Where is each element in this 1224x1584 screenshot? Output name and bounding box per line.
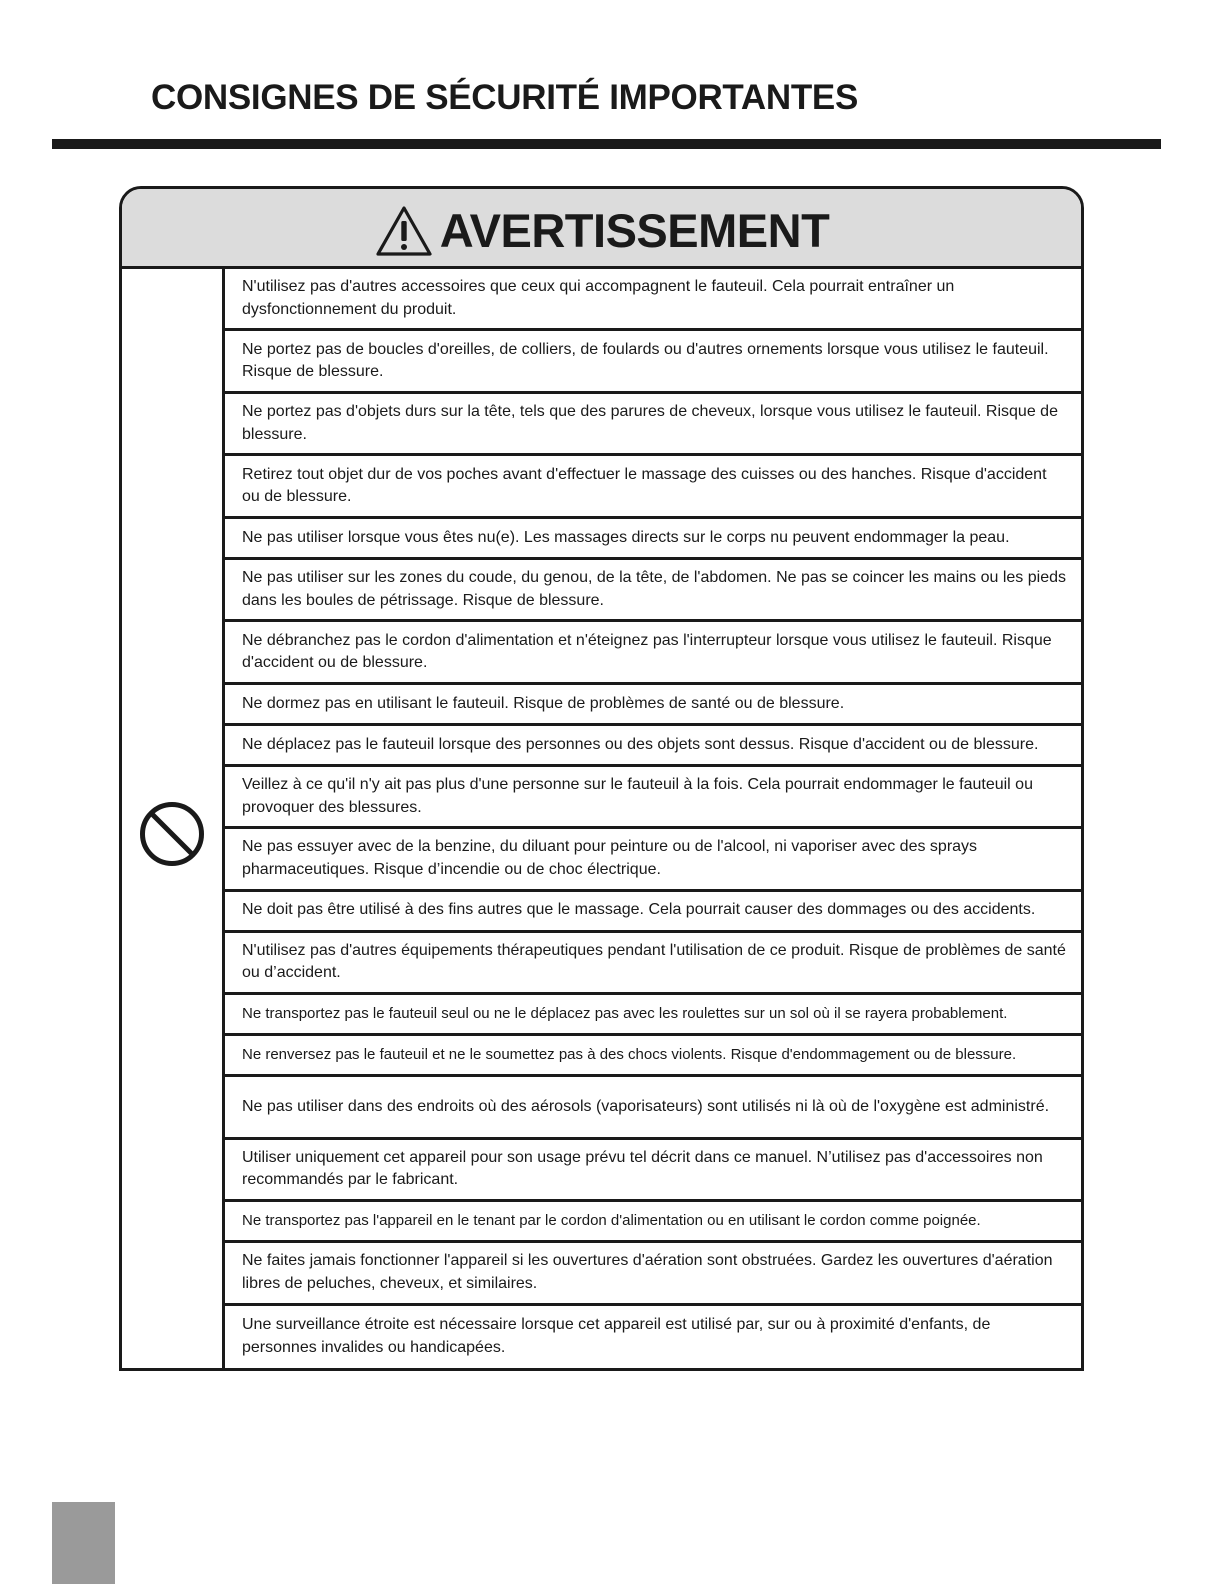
warning-item: Retirez tout objet dur de vos poches avant d'effectuer le massage des cuisses ou des hanches. Risque d'accident ou de blessure. bbox=[225, 456, 1081, 518]
warning-item: Une surveillance étroite est nécessaire lorsque cet appareil est utilisé par, sur ou à proximité d'enfants, de personnes invalides ou handicapées. bbox=[242, 1316, 991, 1356]
symbol-column bbox=[122, 269, 225, 1368]
warning-item: Ne pas utiliser lorsque vous êtes nu(e). Les massages directs sur le corps nu peuvent endommager la peau. bbox=[225, 519, 1081, 560]
warning-item: Ne déplacez pas le fauteuil lorsque des personnes ou des objets sont dessus. Risque d'accident ou de blessure. bbox=[225, 726, 1081, 767]
warning-item: Veillez à ce qu'il n'y ait pas plus d'une personne sur le fauteuil à la fois. Cela pourrait endommager le fauteuil ou provoquer des blessures. bbox=[225, 767, 1081, 829]
warning-item: Ne doit pas être utilisé à des fins autres que le massage. Cela pourrait causer des dommages ou des accidents. bbox=[225, 892, 1081, 933]
warning-item: Ne transportez pas le fauteuil seul ou ne le déplacez pas avec les roulettes sur un sol où il se rayera probablement. bbox=[225, 995, 1081, 1036]
warning-item: Ne dormez pas en utilisant le fauteuil. Risque de problèmes de santé ou de blessure. bbox=[225, 685, 1081, 726]
page-corner-tab bbox=[52, 1502, 115, 1584]
warning-item: N'utilisez pas d'autres équipements thérapeutiques pendant l'utilisation de ce produit. Risque de problèmes de santé ou d’accident. bbox=[225, 933, 1081, 995]
page-title: CONSIGNES DE SÉCURITÉ IMPORTANTES bbox=[151, 78, 859, 117]
warning-box bbox=[119, 186, 1084, 1371]
warning-item: Ne portez pas d'objets durs sur la tête, tels que des parures de cheveux, lorsque vous utilisez le fauteuil. Risque de blessure. bbox=[225, 394, 1081, 456]
warning-item: Ne portez pas de boucles d'oreilles, de colliers, de foulards ou d'autres ornements lorsque vous utilisez le fauteuil. Risque de blessure. bbox=[225, 331, 1081, 393]
warning-item: N'utilisez pas d'autres accessoires que ceux qui accompagnent le fauteuil. Cela pourrait entraîner un dysfonctionnement du produit. bbox=[225, 269, 1081, 331]
warning-list bbox=[225, 269, 1081, 1368]
warning-header bbox=[122, 189, 1081, 269]
warning-item: Ne faites jamais fonctionner l'appareil si les ouvertures d'aération sont obstruées. Gardez les ouvertures d'aération libres de peluches, cheveux, et similaires. bbox=[225, 1243, 1081, 1305]
warning-item: Ne renversez pas le fauteuil et ne le soumettez pas à des chocs violents. Risque d'endommagement ou de blessure. bbox=[225, 1036, 1081, 1077]
warning-item: Ne pas utiliser sur les zones du coude, du genou, de la tête, de l'abdomen. Ne pas se coincer les mains ou les pieds dans les boules de pétrissage. Risque de blessure. bbox=[225, 560, 1081, 622]
warning-item: Ne pas essuyer avec de la benzine, du diluant pour peinture ou de l'alcool, ni vaporiser avec des sprays pharmaceutiques. Risque d’incendie ou de choc électrique. bbox=[225, 829, 1081, 891]
warning-item: Ne pas utiliser dans des endroits où des aérosols (vaporisateurs) sont utilisés ni là où de l'oxygène est administré. bbox=[225, 1077, 1081, 1139]
warning-item: Ne transportez pas l'appareil en le tenant par le cordon d'alimentation ou en utilisant le cordon comme poignée. bbox=[225, 1202, 1081, 1243]
warning-triangle-icon bbox=[374, 204, 434, 258]
warning-title: AVERTISSEMENT bbox=[439, 203, 830, 257]
warning-item: Utiliser uniquement cet appareil pour son usage prévu tel décrit dans ce manuel. N’utilisez pas d'accessoires non recommandés par le fabricant. bbox=[225, 1140, 1081, 1202]
warning-body bbox=[122, 269, 1081, 1368]
warning-item: Ne débranchez pas le cordon d'alimentation et n'éteignez pas l'interrupteur lorsque vous utilisez le fauteuil. Risque d'accident ou de blessure. bbox=[225, 622, 1081, 684]
title-rule bbox=[52, 139, 1161, 149]
prohibition-icon bbox=[139, 801, 205, 867]
